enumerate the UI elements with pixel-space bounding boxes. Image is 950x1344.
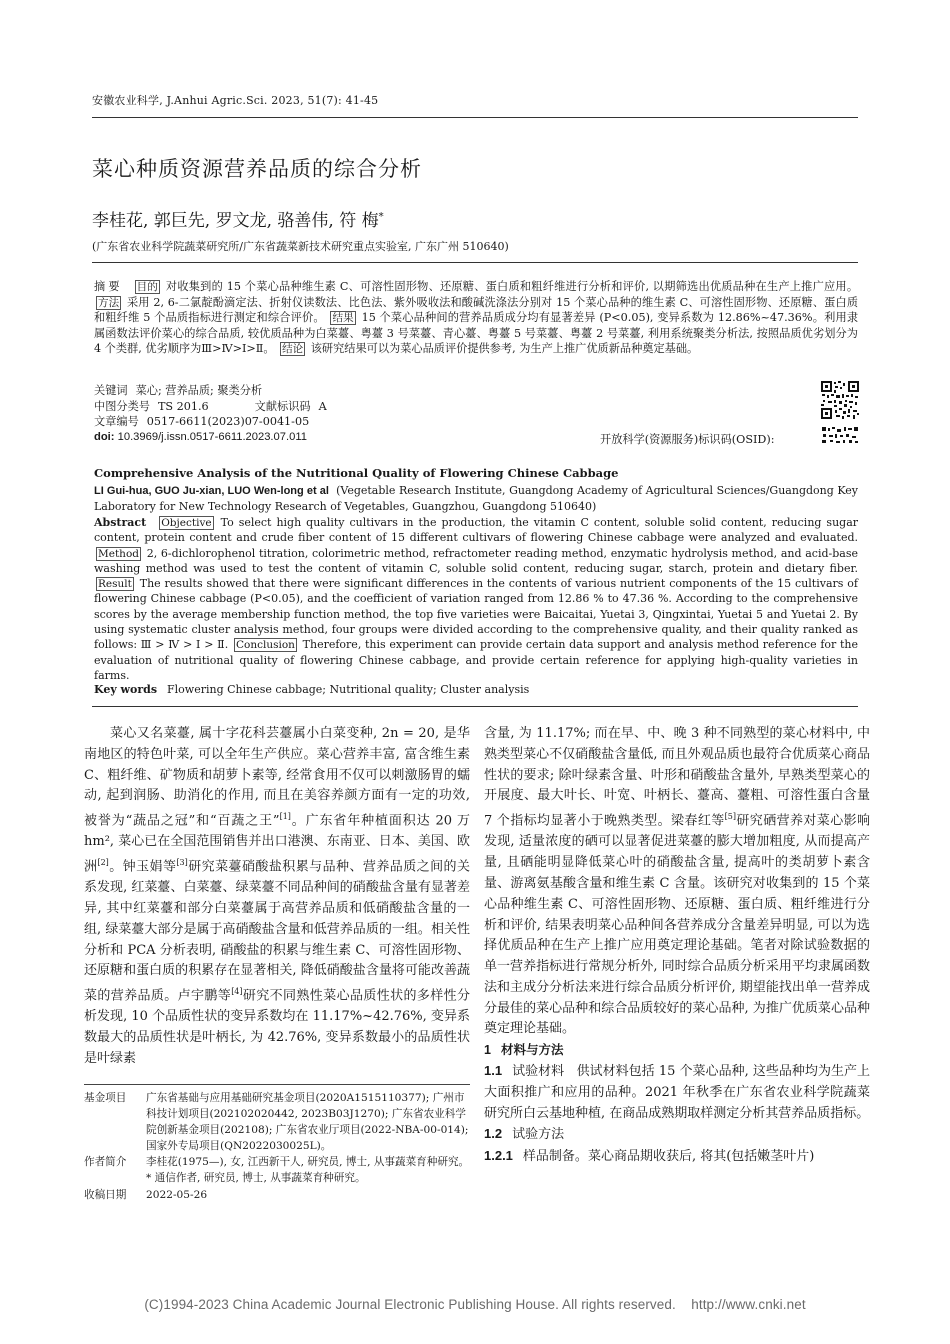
en-objective-text: To select high quality cultivars in the production, the vitamin C content, soluble solid content, reducing sugar content, protein content and crude fiber content of 15 different cultivars of flowering Chinese cabbage were analyzed and evaluated. xyxy=(94,516,859,545)
result-tag: 结果 xyxy=(332,312,354,325)
citation-5[interactable]: [5] xyxy=(724,812,736,822)
received-date-note xyxy=(84,1187,470,1203)
citation-4[interactable]: [4] xyxy=(231,987,243,997)
conclusion-tag: 结论 xyxy=(282,343,304,356)
corresponding-mark: * xyxy=(378,211,384,223)
english-keywords-label: Key words xyxy=(94,683,158,696)
funding-label: 基金项目 xyxy=(84,1092,127,1104)
method-tag: 方法 xyxy=(98,296,120,309)
classification-row xyxy=(94,399,335,415)
en-method-tag: Method xyxy=(98,547,139,560)
doi-label: doi: xyxy=(94,430,115,443)
section-1-1: 1.1 试验材料 供试材料包括 15 个菜心品种, 这些品种均为生产上大面积推广和应用的品种。2021 年秋季在广东省农业科学院蔬菜研究所白云基地种植, 在商品成熟期取样测定分析其营养品质指标。 xyxy=(484,1063,870,1121)
article-metadata xyxy=(94,383,335,445)
en-objective-tag: Objective xyxy=(161,517,212,529)
clc-value: TS 201.6 xyxy=(157,399,209,413)
clc-label: 中图分类号 xyxy=(94,399,150,413)
en-result-text: The results showed that there were significant differences in the contents of various nutrient components of the 15 cultivars of flowering Chinese cabbage (P<0.05), and the coefficient of variation ranged from 12.86 % to 47.36 %. According to the comprehensive scores by the average membership function method, the top five varieties were Baicaitai, Yuetai 3, Qingxintai, Yuetai 5 and Yuetai 2. By using systematic cluster analysis method, four groups were divided according to the comprehensive quality, and their quality ranked as follows: Ⅲ > Ⅳ > Ⅰ > Ⅱ. xyxy=(94,577,858,652)
author-names: 李桂花, 郭巨先, 罗文龙, 骆善伟, 符 梅 xyxy=(92,211,379,231)
author-bio-text: 李桂花(1975—), 女, 江西新干人, 研究员, 博士, 从事蔬菜育种研究。* 通信作者, 研究员, 博士, 从事蔬菜育种研究。 xyxy=(146,1156,470,1185)
objective-tag: 目的 xyxy=(136,281,159,293)
section-1-2-heading: 1.2 试验方法 xyxy=(484,1126,565,1143)
english-keywords xyxy=(94,683,529,696)
footnote-rule xyxy=(84,1084,470,1085)
en-result-tag: Result xyxy=(98,578,132,591)
body-right-column xyxy=(484,724,870,1168)
body-left-column xyxy=(84,724,470,1070)
running-head: 安徽农业科学, J.Anhui Agric.Sci. 2023, 51(7): 41-45 xyxy=(92,94,379,107)
en-method-text: 2, 6-dichlorophenol titration, colorimetric method, refractometer reading method, enzymatic hydrolysis method, and acid-base washing method was used to test the content of vitamin C, soluble solid content, reducing sugar, starch, protein and dietary fiber. xyxy=(94,546,858,575)
abstract-en xyxy=(94,515,858,683)
intro-continued: 含量, 为 11.17%; 而在早、中、晚 3 种不同熟型的菜心材料中, 中熟类型菜心不仅硝酸盐含量低, 而且外观品质也最符合优质菜心商品性状的要求; 除叶绿素含量、叶形和硝酸盐含量外, 早熟类型菜心的开展度、最大叶长、叶宽、叶柄长、薹高、薹粗、可溶性蛋白含量 7 个指标均显著小于晚熟类型。梁春红等[5]研究硒营养对菜心影响发现, 适量浓度的硒可以显著促进菜薹的膨大增加粗度, 从而提高产量, 且硒能明显降低菜心叶的硝酸盐含量, 提高叶的类胡萝卜素含量、游离氨基酸含量和维生素 C 含量。该研究对收集到的 15 个菜心品种维生素 C、可溶性固形物、还原糖、蛋白质、粗纤维进行分析和评价, 结果表明菜心品种间各营养成分含量差异明显, 可以为选择优质品种在生产上推广应用奠定理论基础。笔者对除试验数据的单一营养指标进行常规分析外, 同时综合品质分析采用平均隶属函数法和主成分分析法来进行综合品质分析评价, 期望能找出单一营养成分最佳的菜心品种和综合品质较好的菜心品种, 为推广优质菜心品种奠定理论基础。 xyxy=(484,726,870,1037)
received-date: 2022-05-26 xyxy=(146,1188,208,1201)
english-author-names: LI Gui-hua, GUO Ju-xian, LUO Wen-long et al xyxy=(94,485,329,497)
header-rule xyxy=(92,117,858,118)
result-text: 15 个菜心品种间的营养品质成分均有显著差异 (P<0.05), 变异系数为 12.86%~47.36%。利用隶属函数法评价菜心的综合品质, 较优质品种为白菜薹、粤薹 3 号菜薹、青心薹、粤薹 5 号菜薹、粤薹 2 号菜薹, 利用系统聚类分析法, 按照品质优劣划分为 4 个类群, 优劣顺序为Ⅲ>Ⅳ>Ⅰ>Ⅱ。 xyxy=(94,311,859,356)
author-bio-label: 作者简介 xyxy=(84,1156,127,1169)
abstract-top-rule xyxy=(92,262,858,263)
citation-2[interactable]: [2] xyxy=(97,858,109,868)
method-text: 采用 2, 6-二氯靛酚滴定法、折射仪读数法、比色法、紫外吸收法和酸碱洗涤法分别对 15 个菜心品种的维生素 C、可溶性固形物、还原糖、蛋白质和粗纤维 5 个品质指标进行测定和综合评价。 xyxy=(94,295,859,325)
abstract-cn xyxy=(94,279,858,357)
funding-text: 广东省基础与应用基础研究基金项目(2020A1515110377); 广州市科技计划项目(202102020442, 2023B03J1270); 广东省农业科学院创新基金项目(202108); 广东省农业厅项目(2022-NBA-00-014); 国家外专局项目(QN2022030025L)。 xyxy=(146,1092,469,1153)
citation-3[interactable]: [3] xyxy=(176,858,188,868)
funding-note xyxy=(84,1090,470,1154)
intro-paragraph: 菜心又名菜薹, 属十字花科芸薹属小白菜变种, 2n = 20, 是华南地区的特色叶菜, 可以全年生产供应。菜心营养丰富, 富含维生素 C、粗纤维、矿物质和胡萝卜素等, 经常食用不仅可以刺激肠胃的蠕动, 起到润肠、助消化的作用, 而且在美容养颜方面有一定的功效, 被誉为“蔬品之冠”和“百蔬之王”[1]。广东省年种植面积达 20 万 hm², 菜心已在全国范围销售并出口港澳、东南亚、日本、美国、欧洲[2]。钟玉娟等[3]研究菜薹硝酸盐积累与品种、营养品质之间的关系发现, 红菜薹、白菜薹、绿菜薹不同品种间的硝酸盐含量有显著差异, 其中红菜薹和部分白菜薹属于高营养品质和低硝酸盐含量的一组, 绿菜薹大部分是属于高硝酸盐含量和低营养品质的一组。相关性分析和 PCA 分析表明, 硝酸盐的积累与维生素 C、可溶性固形物、还原糖和蛋白质的积累存在显著相关, 降低硝酸盐含量将可能改善蔬菜的营养品质。卢宇鹏等[4]研究不同熟性菜心品质性状的多样性分析发现, 10 个品质性状的变异系数均在 11.17%~42.76%, 变异系数最大的品质性状是叶柄长, 为 42.76%, 变异系数最小的品质性状是叶绿素 xyxy=(84,726,470,1066)
english-authors xyxy=(94,483,858,514)
cnki-copyright-watermark: (C)1994-2023 China Academic Journal Electronic Publishing House. All rights reserved. http://www.cnki.net xyxy=(144,1297,806,1312)
citation-1[interactable]: [1] xyxy=(279,812,291,822)
section-1-2-1: 1.2.1 样品制备。菜心商品期收获后, 将其(包括嫩茎叶片) xyxy=(484,1148,815,1165)
affiliation: (广东省农业科学院蔬菜研究所/广东省蔬菜新技术研究重点实验室, 广东广州 510640) xyxy=(92,240,509,253)
abstract-bottom-rule xyxy=(92,706,858,707)
doi-row[interactable] xyxy=(94,430,335,446)
keywords-label: 关键词 xyxy=(94,384,128,397)
objective-text: 对收集到的 15 个菜心品种维生素 C、可溶性固形物、还原糖、蛋白质和粗纤维进行分析和评价, 以期筛选出优质品种在生产上推广应用。 xyxy=(165,280,859,293)
section-1-heading: 1 材料与方法 xyxy=(484,1043,564,1058)
doc-code-label: 文献标识码 xyxy=(254,399,311,413)
abstract-label: 摘要 xyxy=(94,280,123,293)
en-conclusion-text: Therefore, this experiment can provide certain data support and analysis method reference for the evaluation of nutritional quality of flowering Chinese cabbage, and provide certain reference for applying high-quality varieties in farms. xyxy=(94,638,859,682)
english-affiliation: (Vegetable Research Institute, Guangdong Academy of Agricultural Sciences/Guangdong Key Laboratory for New Technology Research of Vegetables, Guangzhou, Guangdong 510640) xyxy=(94,484,858,514)
osid-label: 开放科学(资源服务)标识码(OSID): xyxy=(600,433,775,446)
keywords-row xyxy=(94,383,335,399)
osid-audio-icon[interactable] xyxy=(820,425,860,445)
english-keywords-value: Flowering Chinese cabbage; Nutritional quality; Cluster analysis xyxy=(167,683,530,696)
article-title: 菜心种质资源营养品质的综合分析 xyxy=(92,157,422,181)
osid-qr-code-icon[interactable] xyxy=(820,380,860,420)
english-title: Comprehensive Analysis of the Nutritional Quality of Flowering Chinese Cabbage xyxy=(94,466,619,480)
author-bio-note xyxy=(84,1154,470,1186)
doc-code-value: A xyxy=(318,399,327,413)
keywords-value: 菜心; 营养品质; 聚类分析 xyxy=(135,384,263,397)
doi-link[interactable]: 10.3969/j.issn.0517-6611.2023.07.011 xyxy=(117,430,307,443)
english-abstract-label: Abstract xyxy=(94,516,147,529)
article-no-label: 文章编号 xyxy=(94,415,139,429)
article-no-value: 0517-6611(2023)07-0041-05 xyxy=(146,415,310,429)
received-label: 收稿日期 xyxy=(84,1188,127,1201)
footnotes xyxy=(84,1090,470,1203)
en-conclusion-tag: Conclusion xyxy=(236,639,295,652)
author-list xyxy=(92,206,384,231)
conclusion-text: 该研究结果可以为菜心品质评价提供参考, 为生产上推广优质新品种奠定基础。 xyxy=(310,342,699,356)
article-number-row xyxy=(94,414,335,430)
